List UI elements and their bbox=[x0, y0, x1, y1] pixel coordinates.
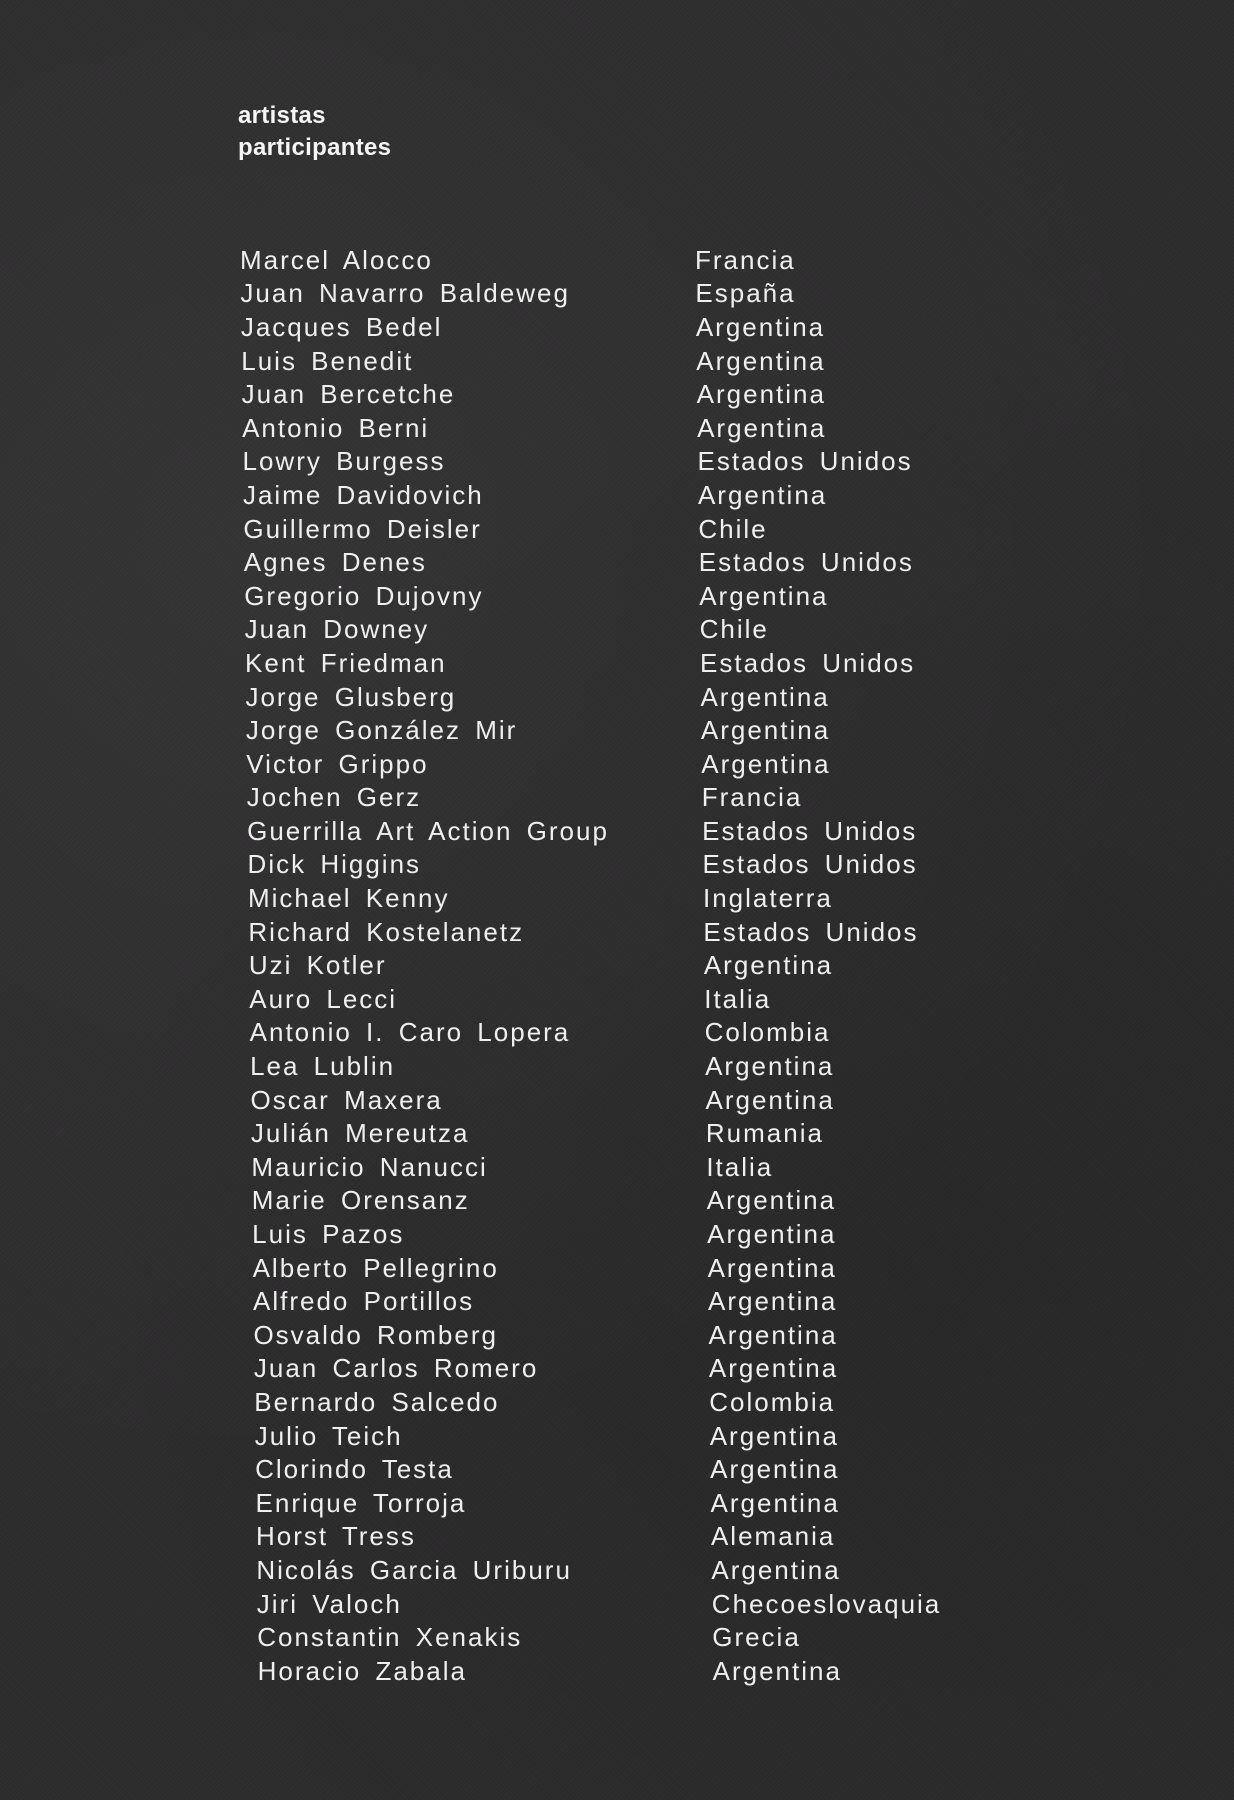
artist-row bbox=[240, 445, 1060, 479]
artist-country: Argentina bbox=[707, 1252, 837, 1283]
artist-country: Argentina bbox=[708, 1286, 838, 1317]
artist-name: Luis Benedit bbox=[241, 345, 414, 376]
artist-name: Clorindo Testa bbox=[255, 1454, 454, 1485]
artist-country: Argentina bbox=[705, 1084, 835, 1115]
artist-country: Chile bbox=[699, 614, 769, 645]
artist-row bbox=[240, 1016, 1060, 1050]
artist-country: Estados Unidos bbox=[700, 647, 916, 678]
artist-row bbox=[240, 1116, 1060, 1150]
artist-row bbox=[240, 1620, 1060, 1654]
artist-country: Argentina bbox=[700, 681, 830, 712]
artist-country: Argentina bbox=[708, 1353, 839, 1384]
artist-country: Argentina bbox=[699, 580, 829, 611]
artist-name: Juan Navarro Baldeweg bbox=[240, 278, 570, 309]
artist-row bbox=[240, 310, 1060, 344]
artist-name: Alfredo Portillos bbox=[253, 1286, 475, 1317]
artist-row bbox=[240, 1553, 1060, 1587]
artist-roster bbox=[240, 243, 1060, 1688]
artist-row bbox=[240, 948, 1060, 982]
artist-row bbox=[240, 915, 1060, 949]
artist-row bbox=[240, 713, 1060, 747]
heading-line-1: artistas bbox=[238, 102, 326, 129]
artist-row bbox=[240, 545, 1060, 579]
artist-country: Checoeslovaquia bbox=[711, 1588, 942, 1619]
artist-row bbox=[240, 512, 1060, 546]
artist-row bbox=[240, 1520, 1060, 1554]
artist-row bbox=[240, 1352, 1060, 1386]
artist-country: Argentina bbox=[707, 1219, 837, 1250]
artist-country: Argentina bbox=[710, 1454, 840, 1485]
artist-name: Julio Teich bbox=[254, 1420, 403, 1451]
artist-name: Constantin Xenakis bbox=[257, 1622, 523, 1653]
artist-name: Michael Kenny bbox=[247, 883, 450, 914]
artist-name: Antonio I. Caro Lopera bbox=[249, 1017, 571, 1048]
artist-row bbox=[240, 1217, 1060, 1251]
artist-country: Argentina bbox=[708, 1319, 838, 1350]
artist-country: Rumania bbox=[705, 1118, 824, 1149]
artist-name: Nicolás Garcia Uriburu bbox=[256, 1554, 572, 1585]
artist-row bbox=[240, 243, 1060, 277]
artist-name: Marie Orensanz bbox=[251, 1185, 470, 1216]
artist-row bbox=[240, 1486, 1060, 1520]
artist-country: Grecia bbox=[712, 1622, 801, 1653]
artist-country: Inglaterra bbox=[702, 883, 833, 914]
artist-row bbox=[240, 478, 1060, 512]
artist-name: Agnes Denes bbox=[243, 547, 427, 578]
artist-name: Jiri Valoch bbox=[256, 1588, 402, 1619]
artist-name: Jaime Davidovich bbox=[242, 479, 484, 510]
artist-name: Guerrilla Art Action Group bbox=[247, 815, 609, 846]
artist-country: Argentina bbox=[705, 1051, 835, 1082]
artist-name: Juan Downey bbox=[244, 614, 430, 645]
artist-country: Estados Unidos bbox=[702, 815, 918, 846]
artist-name: Gregorio Dujovny bbox=[244, 580, 484, 611]
artist-name: Uzi Kotler bbox=[248, 950, 387, 981]
artist-country: Argentina bbox=[700, 715, 831, 746]
artist-row bbox=[240, 344, 1060, 378]
artist-name: Kent Friedman bbox=[245, 647, 447, 678]
artist-name: Jorge González Mir bbox=[245, 715, 518, 746]
artist-country: Argentina bbox=[709, 1420, 839, 1451]
artist-country: Italia bbox=[704, 983, 772, 1014]
artist-country: Alemania bbox=[710, 1521, 836, 1552]
artist-country: Francia bbox=[695, 244, 796, 275]
artist-name: Lea Lublin bbox=[250, 1051, 396, 1082]
artist-row bbox=[240, 1419, 1060, 1453]
artist-row bbox=[240, 848, 1060, 882]
artist-name: Mauricio Nanucci bbox=[251, 1151, 488, 1182]
artist-country: Argentina bbox=[701, 748, 831, 779]
artist-country: Argentina bbox=[696, 379, 826, 410]
artist-name: Enrique Torroja bbox=[255, 1487, 467, 1518]
artist-row bbox=[240, 1184, 1060, 1218]
artist-row bbox=[240, 579, 1060, 613]
artist-row bbox=[240, 377, 1060, 411]
artist-name: Antonio Berni bbox=[242, 412, 430, 443]
artist-country: Italia bbox=[706, 1151, 774, 1182]
artist-country: Argentina bbox=[703, 950, 834, 981]
artist-name: Juan Carlos Romero bbox=[253, 1353, 539, 1384]
artist-country: Chile bbox=[698, 513, 768, 544]
artist-country: Colombia bbox=[709, 1386, 836, 1417]
artist-country: Argentina bbox=[706, 1185, 837, 1216]
artist-country: Argentina bbox=[696, 345, 826, 376]
artist-name: Alberto Pellegrino bbox=[252, 1252, 499, 1283]
artist-country: Argentina bbox=[697, 412, 827, 443]
artist-country: Estados Unidos bbox=[703, 916, 919, 947]
artist-country: Estados Unidos bbox=[702, 849, 918, 880]
artist-name: Jacques Bedel bbox=[240, 311, 443, 342]
artist-country: Argentina bbox=[711, 1554, 841, 1585]
artist-country: Argentina bbox=[697, 479, 828, 510]
artist-row bbox=[240, 646, 1060, 680]
artist-row bbox=[240, 680, 1060, 714]
artist-country: Estados Unidos bbox=[698, 547, 914, 578]
artist-name: Oscar Maxera bbox=[250, 1084, 443, 1115]
artist-row bbox=[240, 1083, 1060, 1117]
artist-name: Richard Kostelanetz bbox=[248, 916, 525, 947]
page-heading bbox=[238, 100, 391, 164]
artist-row bbox=[240, 1049, 1060, 1083]
artist-name: Guillermo Deisler bbox=[243, 513, 482, 544]
artist-row bbox=[240, 1385, 1060, 1419]
artist-name: Bernardo Salcedo bbox=[254, 1386, 500, 1417]
artist-name: Dick Higgins bbox=[247, 849, 422, 880]
artist-row bbox=[240, 881, 1060, 915]
artist-country: Estados Unidos bbox=[697, 446, 913, 477]
artist-row bbox=[240, 277, 1060, 311]
artist-country: Argentina bbox=[712, 1655, 842, 1686]
artist-row bbox=[240, 747, 1060, 781]
artist-name: Horacio Zabala bbox=[257, 1655, 467, 1686]
artist-row bbox=[240, 1587, 1060, 1621]
artist-name: Julián Mereutza bbox=[250, 1118, 470, 1149]
artist-row bbox=[240, 814, 1060, 848]
artist-row bbox=[240, 411, 1060, 445]
artist-row bbox=[240, 1654, 1060, 1688]
artist-name: Lowry Burgess bbox=[242, 446, 446, 477]
artist-row bbox=[240, 1284, 1060, 1318]
artist-row bbox=[240, 781, 1060, 815]
artist-name: Luis Pazos bbox=[252, 1219, 405, 1250]
artist-row bbox=[240, 1452, 1060, 1486]
artist-country: Argentina bbox=[695, 311, 826, 342]
artist-row bbox=[240, 1150, 1060, 1184]
artist-name: Jorge Glusberg bbox=[245, 681, 457, 712]
heading-line-2: participantes bbox=[238, 134, 392, 161]
artist-country: España bbox=[695, 278, 796, 309]
artist-country: Francia bbox=[701, 782, 803, 813]
artist-name: Marcel Alocco bbox=[240, 244, 433, 275]
artist-name: Jochen Gerz bbox=[246, 782, 422, 813]
artist-name: Auro Lecci bbox=[249, 983, 398, 1014]
artist-name: Victor Grippo bbox=[246, 748, 429, 779]
artist-row bbox=[240, 982, 1060, 1016]
artist-country: Argentina bbox=[710, 1487, 840, 1518]
artist-row bbox=[240, 1251, 1060, 1285]
artist-row bbox=[240, 1318, 1060, 1352]
artist-country: Colombia bbox=[704, 1017, 831, 1048]
artist-row bbox=[240, 613, 1060, 647]
artist-name: Juan Bercetche bbox=[241, 379, 456, 410]
artist-name: Horst Tress bbox=[255, 1521, 416, 1552]
artist-name: Osvaldo Romberg bbox=[253, 1319, 498, 1350]
